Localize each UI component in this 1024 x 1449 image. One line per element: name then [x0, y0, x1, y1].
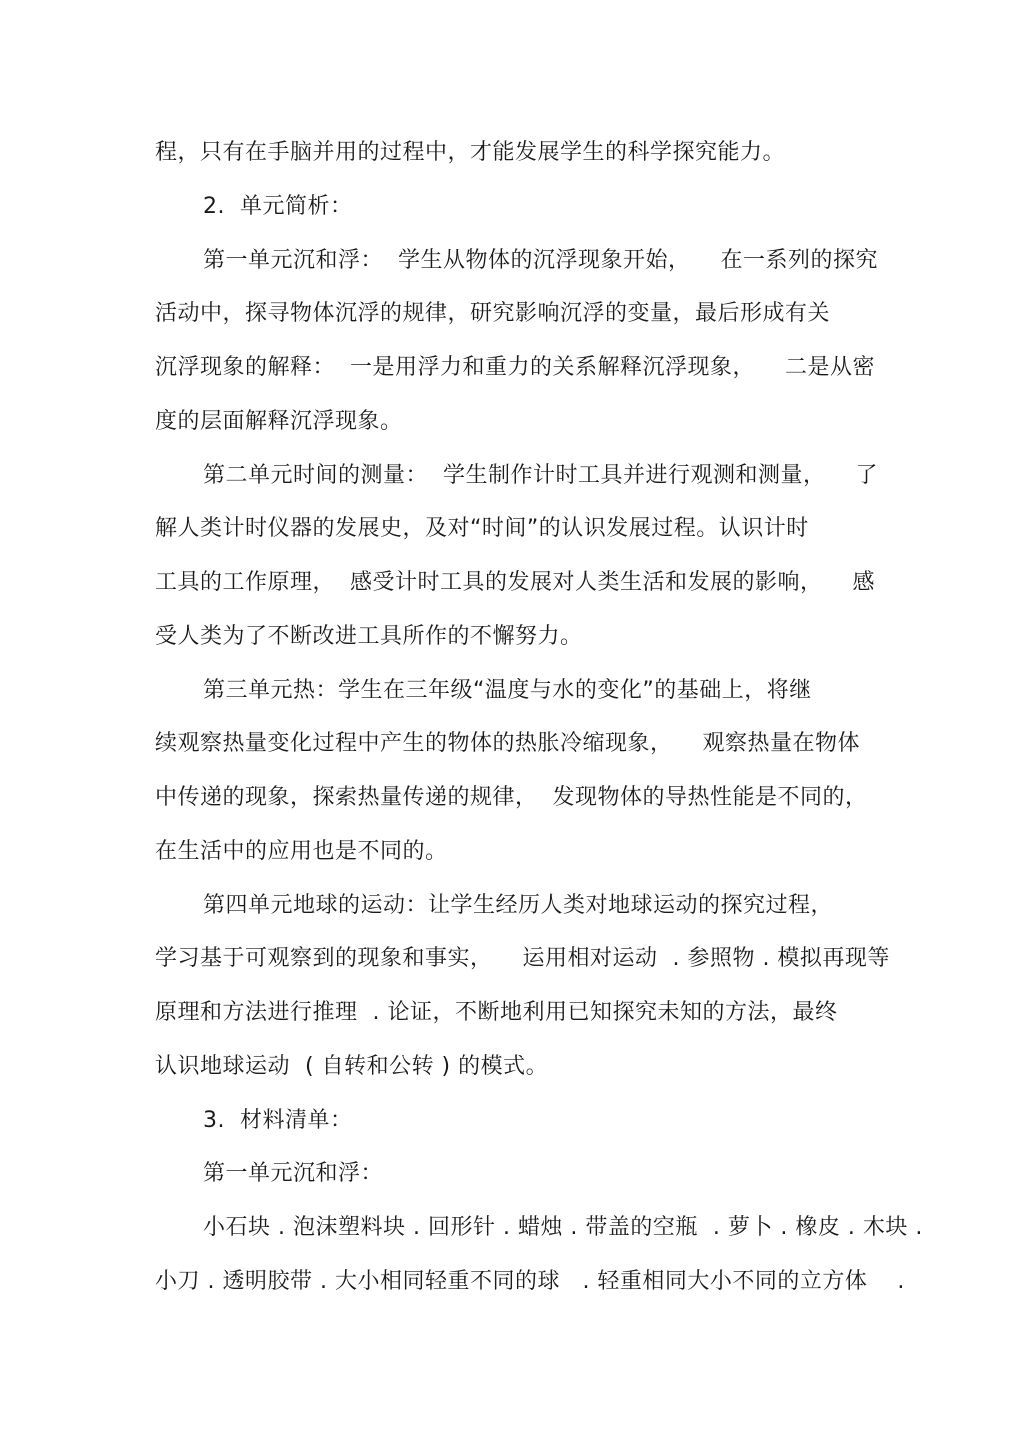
paragraph-line: 度的层面解释沉浮现象。	[155, 409, 403, 434]
paragraph-line: 解人类计时仪器的发展史，及对“时间”的认识发展过程。认识计时	[155, 516, 809, 541]
paragraph-line: 中传递的现象，探索热量传递的规律， 发现物体的导热性能是不同的，	[155, 785, 868, 810]
paragraph-line: 续观察热量变化过程中产生的物体的热胀冷缩现象， 观察热量在物体	[155, 731, 860, 756]
section-heading: 3. 材料清单：	[203, 1108, 353, 1133]
paragraph-line: 第四单元地球的运动：让学生经历人类对地球运动的探究过程，	[203, 893, 834, 918]
paragraph-line: 在生活中的应用也是不同的。	[155, 839, 448, 864]
paragraph-line: 工具的工作原理， 感受计时工具的发展对人类生活和发展的影响， 感	[155, 570, 875, 595]
paragraph-line: 第三单元热：学生在三年级“温度与水的变化”的基础上，将继	[203, 678, 812, 703]
paragraph-line: 小刀 . 透明胶带 . 大小相同轻重不同的球 . 轻重相同大小不同的立方体 .	[155, 1269, 905, 1294]
paragraph-line: 程，只有在手脑并用的过程中，才能发展学生的科学探究能力。	[155, 140, 786, 165]
paragraph-line: 小石块 . 泡沫塑料块 . 回形针 . 蜡烛 . 带盖的空瓶 . 萝卜 . 橡皮 . 木块 .	[203, 1215, 923, 1240]
paragraph-line: 沉浮现象的解释： 一是用浮力和重力的关系解释沉浮现象， 二是从密	[155, 355, 875, 380]
paragraph-line: 受人类为了不断改进工具所作的不懈努力。	[155, 624, 583, 649]
paragraph-line: 活动中，探寻物体沉浮的规律，研究影响沉浮的变量，最后形成有关	[155, 301, 831, 326]
paragraph-line: 第二单元时间的测量： 学生制作计时工具并进行观测和测量， 了	[203, 463, 878, 488]
paragraph-line: 第一单元沉和浮：	[203, 1161, 384, 1186]
paragraph-line: 学习基于可观察到的现象和事实， 运用相对运动 . 参照物 . 模拟再现等	[155, 946, 890, 971]
paragraph-line: 第一单元沉和浮： 学生从物体的沉浮现象开始， 在一系列的探究	[203, 248, 878, 273]
section-heading: 2. 单元简析：	[203, 194, 353, 219]
paragraph-line: 原理和方法进行推理 . 论证，不断地利用已知探究未知的方法，最终	[155, 1000, 838, 1025]
paragraph-line: 认识地球运动 ( 自转和公转 ) 的模式。	[155, 1054, 549, 1079]
